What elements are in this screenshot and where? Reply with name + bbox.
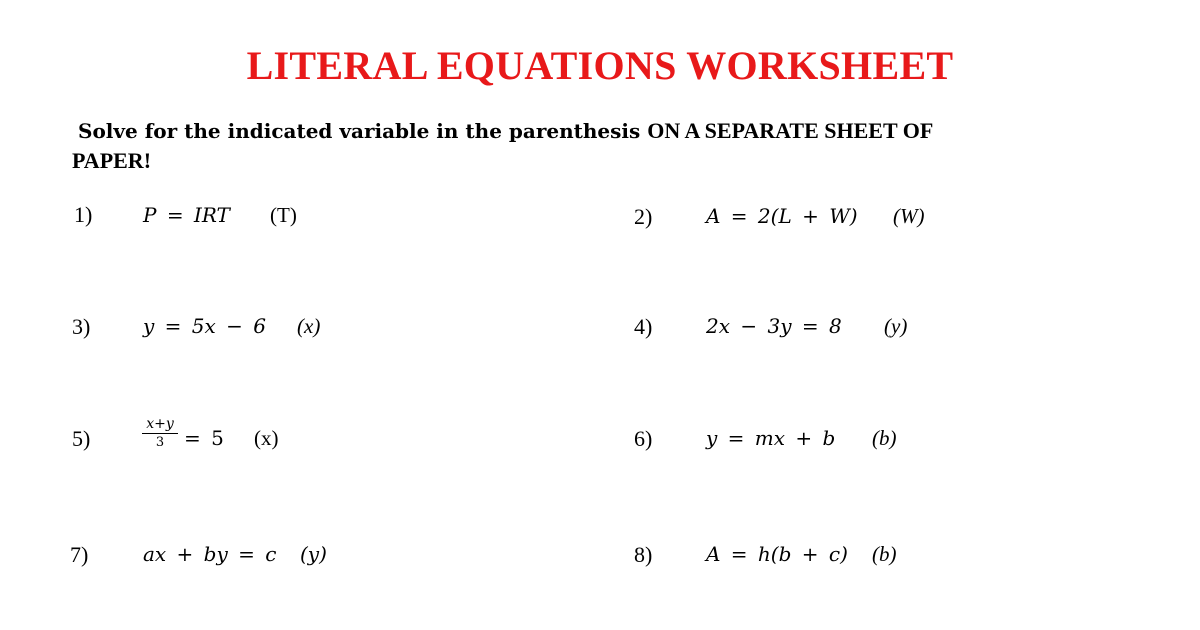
instructions	[72, 116, 1072, 175]
problem-equation: = 5	[184, 426, 224, 450]
problem-variable: (b)	[872, 426, 897, 450]
problem-equation: y = 5x − 6	[143, 314, 266, 338]
problem-variable: (b)	[872, 542, 897, 566]
problem-equation: ax + by = c	[143, 542, 277, 566]
fraction	[140, 416, 180, 451]
problem-equation: A = h(b + c)	[706, 542, 848, 566]
instructions-line-2: PAPER!	[72, 148, 152, 173]
problem-variable: (T)	[270, 203, 297, 227]
instructions-emphasis: ON A SEPARATE SHEET OF	[647, 118, 934, 143]
problem-variable: (W)	[893, 204, 925, 228]
problem-number: 8)	[634, 542, 653, 567]
problem-equation: 2x − 3y = 8	[706, 314, 842, 338]
problem-number: 6)	[634, 426, 653, 451]
worksheet-title: LITERAL EQUATIONS WORKSHEET	[246, 43, 954, 88]
problem-number: 2)	[634, 204, 653, 229]
problem-number: 7)	[70, 542, 89, 567]
fraction-bar	[142, 433, 178, 434]
instructions-text: Solve for the indicated variable in the parenthesis	[78, 119, 648, 143]
problem-variable: (x)	[254, 426, 279, 450]
instructions-line-1	[72, 116, 1072, 146]
problem-equation: P = IRT	[143, 203, 230, 227]
problem-equation: A = 2(L + W)	[706, 204, 858, 228]
problem-variable: (x)	[297, 314, 321, 338]
problem-number: 1)	[74, 202, 93, 227]
problem-number: 4)	[634, 314, 653, 339]
problem-equation: y = mx + b	[706, 426, 836, 450]
problem-variable: (y)	[300, 542, 327, 566]
problem-variable: (y)	[884, 314, 908, 338]
fraction-numerator: x+y	[146, 416, 174, 432]
problem-number: 3)	[72, 314, 91, 339]
fraction-denominator: 3	[155, 435, 165, 450]
problem-number: 5)	[72, 426, 91, 451]
